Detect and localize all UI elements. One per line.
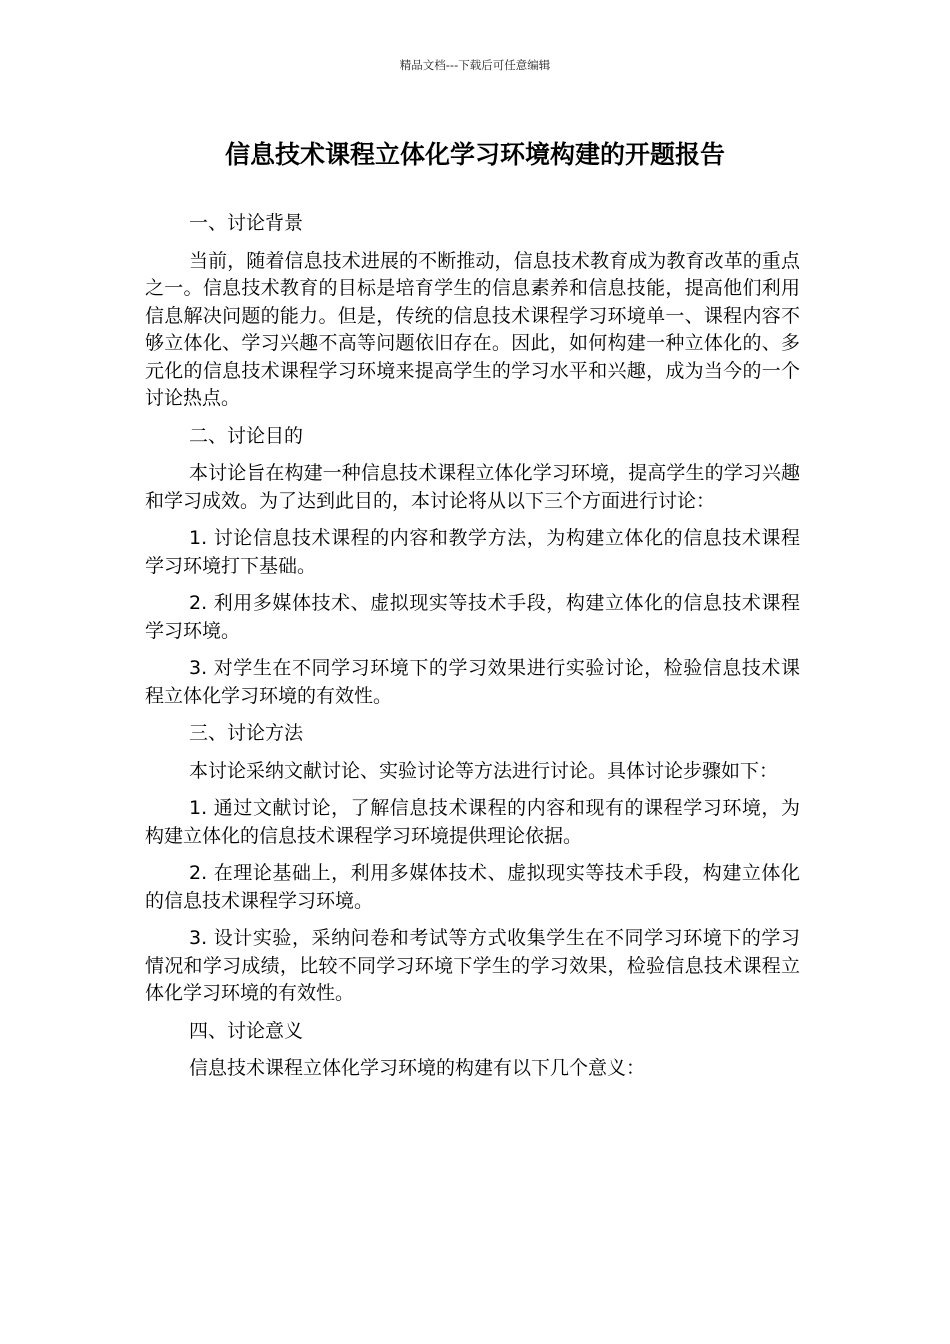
document-title: 信息技术课程立体化学习环境构建的开题报告: [224, 140, 725, 169]
list-item-purpose-1: 1. 讨论信息技术课程的内容和教学方法，为构建立体化的信息技术课程学习环境打下基础。: [145, 527, 800, 577]
list-item-purpose-2: 2. 利用多媒体技术、虚拟现实等技术手段，构建立体化的信息技术课程学习环境。: [145, 592, 800, 642]
section-heading-method: 三、讨论方法: [189, 722, 304, 744]
section-heading-purpose: 二、讨论目的: [189, 424, 304, 447]
list-item-method-3: 3. 设计实验，采纳问卷和考试等方式收集学生在不同学习环境下的学习情况和学习成绩，比较不同学习环境下学生的学习效果，检验信息技术课程立体化学习环境的有效性。: [145, 927, 800, 1004]
list-item-method-1: 1. 通过文献讨论，了解信息技术课程的内容和现有的课程学习环境，为构建立体化的信息技术课程学习环境提供理论依据。: [145, 797, 800, 847]
section-heading-significance: 四、讨论意义: [189, 1019, 304, 1042]
paragraph-significance-intro: 信息技术课程立体化学习环境的构建有以下几个意义：: [189, 1057, 646, 1079]
list-item-purpose-3: 3. 对学生在不同学习环境下的学习效果进行实验讨论，检验信息技术课程立体化学习环境的有效性。: [145, 657, 800, 707]
paragraph-method-intro: 本讨论采纳文献讨论、实验讨论等方法进行讨论。具体讨论步骤如下：: [189, 759, 779, 782]
paragraph-purpose-intro: 本讨论旨在构建一种信息技术课程立体化学习环境，提高学生的学习兴趣和学习成效。为了达到此目的，本讨论将从以下三个方面进行讨论：: [145, 462, 800, 512]
list-item-method-2: 2. 在理论基础上，利用多媒体技术、虚拟现实等技术手段，构建立体化的信息技术课程学习环境。: [145, 862, 800, 912]
page-header-note: 精品文档---下载后可任意编辑: [399, 58, 551, 72]
section-heading-background: 一、讨论背景: [189, 212, 304, 234]
paragraph-background: 当前，随着信息技术进展的不断推动，信息技术教育成为教育改革的重点之一。信息技术教育的目标是培育学生的信息素养和信息技能，提高他们利用信息解决问题的能力。但是，传统的信息技术课程学习环境单一、课程内容不够立体化、学习兴趣不高等问题依旧存在。因此，如何构建一种立体化的、多元化的信息技术课程学习环境来提高学生的学习水平和兴趣，成为当今的一个讨论热点。: [145, 249, 800, 409]
document-body: [145, 210, 800, 1093]
